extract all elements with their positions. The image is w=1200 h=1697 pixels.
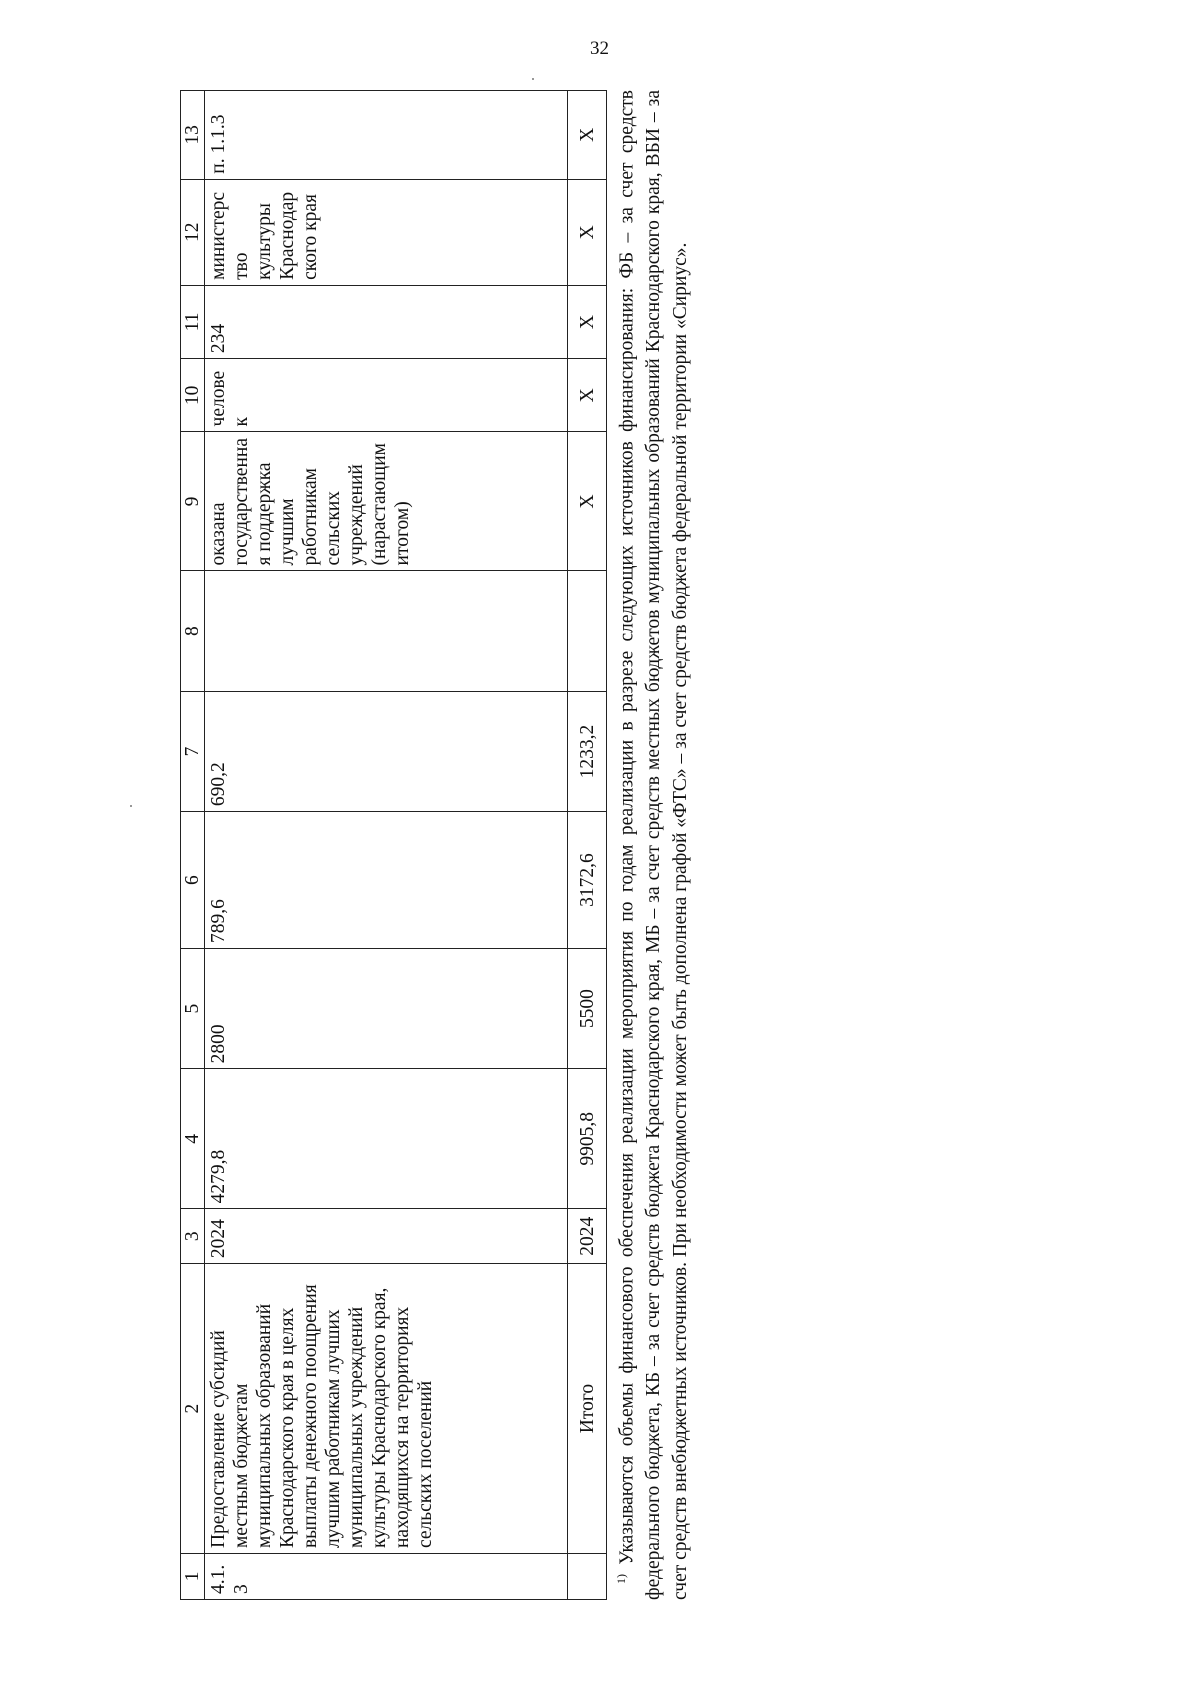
amount-cell: 789,6 — [205, 812, 568, 949]
table-row — [205, 91, 568, 1600]
column-number: 3 — [181, 1209, 205, 1264]
column-number: 6 — [181, 812, 205, 949]
total-x-cell: X — [568, 285, 607, 358]
financing-table — [180, 90, 607, 1600]
column-number: 2 — [181, 1264, 205, 1554]
footnote-marker: 1) — [614, 1574, 628, 1584]
result-cell: оказана государственная поддержка лучшим работникам сельских учреждений (нарастающим итогом) — [205, 432, 568, 571]
amount-cell: 690,2 — [205, 691, 568, 811]
column-number: 10 — [181, 359, 205, 432]
unit-cell: человек — [205, 359, 568, 432]
page-number: 32 — [590, 38, 609, 59]
amount-cell: 2800 — [205, 948, 568, 1068]
column-number: 13 — [181, 91, 205, 180]
scan-speck — [130, 805, 132, 807]
footnote — [613, 90, 694, 1600]
amount-cell: 4279,8 — [205, 1069, 568, 1209]
reference-cell: п. 1.1.3 — [205, 91, 568, 180]
total-row — [568, 91, 607, 1600]
amount-cell — [205, 571, 568, 691]
total-amount — [568, 571, 607, 691]
column-number: 7 — [181, 691, 205, 811]
rotated-content — [180, 90, 760, 1600]
total-x-cell: X — [568, 359, 607, 432]
column-number: 11 — [181, 285, 205, 358]
executor-cell: министерство культуры Краснодарского края — [205, 179, 568, 285]
total-x-cell: X — [568, 179, 607, 285]
column-number: 1 — [181, 1554, 205, 1600]
column-number-row — [181, 91, 205, 1600]
total-label: Итого — [568, 1264, 607, 1554]
column-number: 4 — [181, 1069, 205, 1209]
column-number: 8 — [181, 571, 205, 691]
total-year: 2024 — [568, 1209, 607, 1264]
total-x-cell: X — [568, 432, 607, 571]
total-amount: 1233,2 — [568, 691, 607, 811]
column-number: 12 — [181, 179, 205, 285]
column-number: 5 — [181, 948, 205, 1068]
total-empty-cell — [568, 1554, 607, 1600]
footnote-text: Указываются объемы финансового обеспечения реализации мероприятия по годам реализации в разрезе следующих источников финансирования: ФБ – за счет средств федерального бюджета, КБ – за счет средств бюджета Краснодарского края, МБ – за счет средств местных бюджетов муниципальных образований Краснодарского края, ВБИ – за счет средств внебюджетных источников. При необходимости может быть дополнена графой «ФТС» – за счет средств бюджета федеральной территории «Сириус». — [616, 89, 691, 1600]
column-number: 9 — [181, 432, 205, 571]
value-cell: 234 — [205, 285, 568, 358]
total-amount: 3172,6 — [568, 812, 607, 949]
measure-name: Предоставление субсидий местным бюджетам муниципальных образований Краснодарского края в целях выплаты денежного поощрения лучшим работникам лучших муниципальных учреждений культуры Краснодарского края, находящихся на территориях сельских поселений — [205, 1264, 568, 1554]
total-x-cell: X — [568, 91, 607, 180]
scan-speck — [532, 78, 534, 80]
total-amount: 9905,8 — [568, 1069, 607, 1209]
row-number: 4.1.3 — [205, 1554, 568, 1600]
year-cell: 2024 — [205, 1209, 568, 1264]
total-amount: 5500 — [568, 948, 607, 1068]
